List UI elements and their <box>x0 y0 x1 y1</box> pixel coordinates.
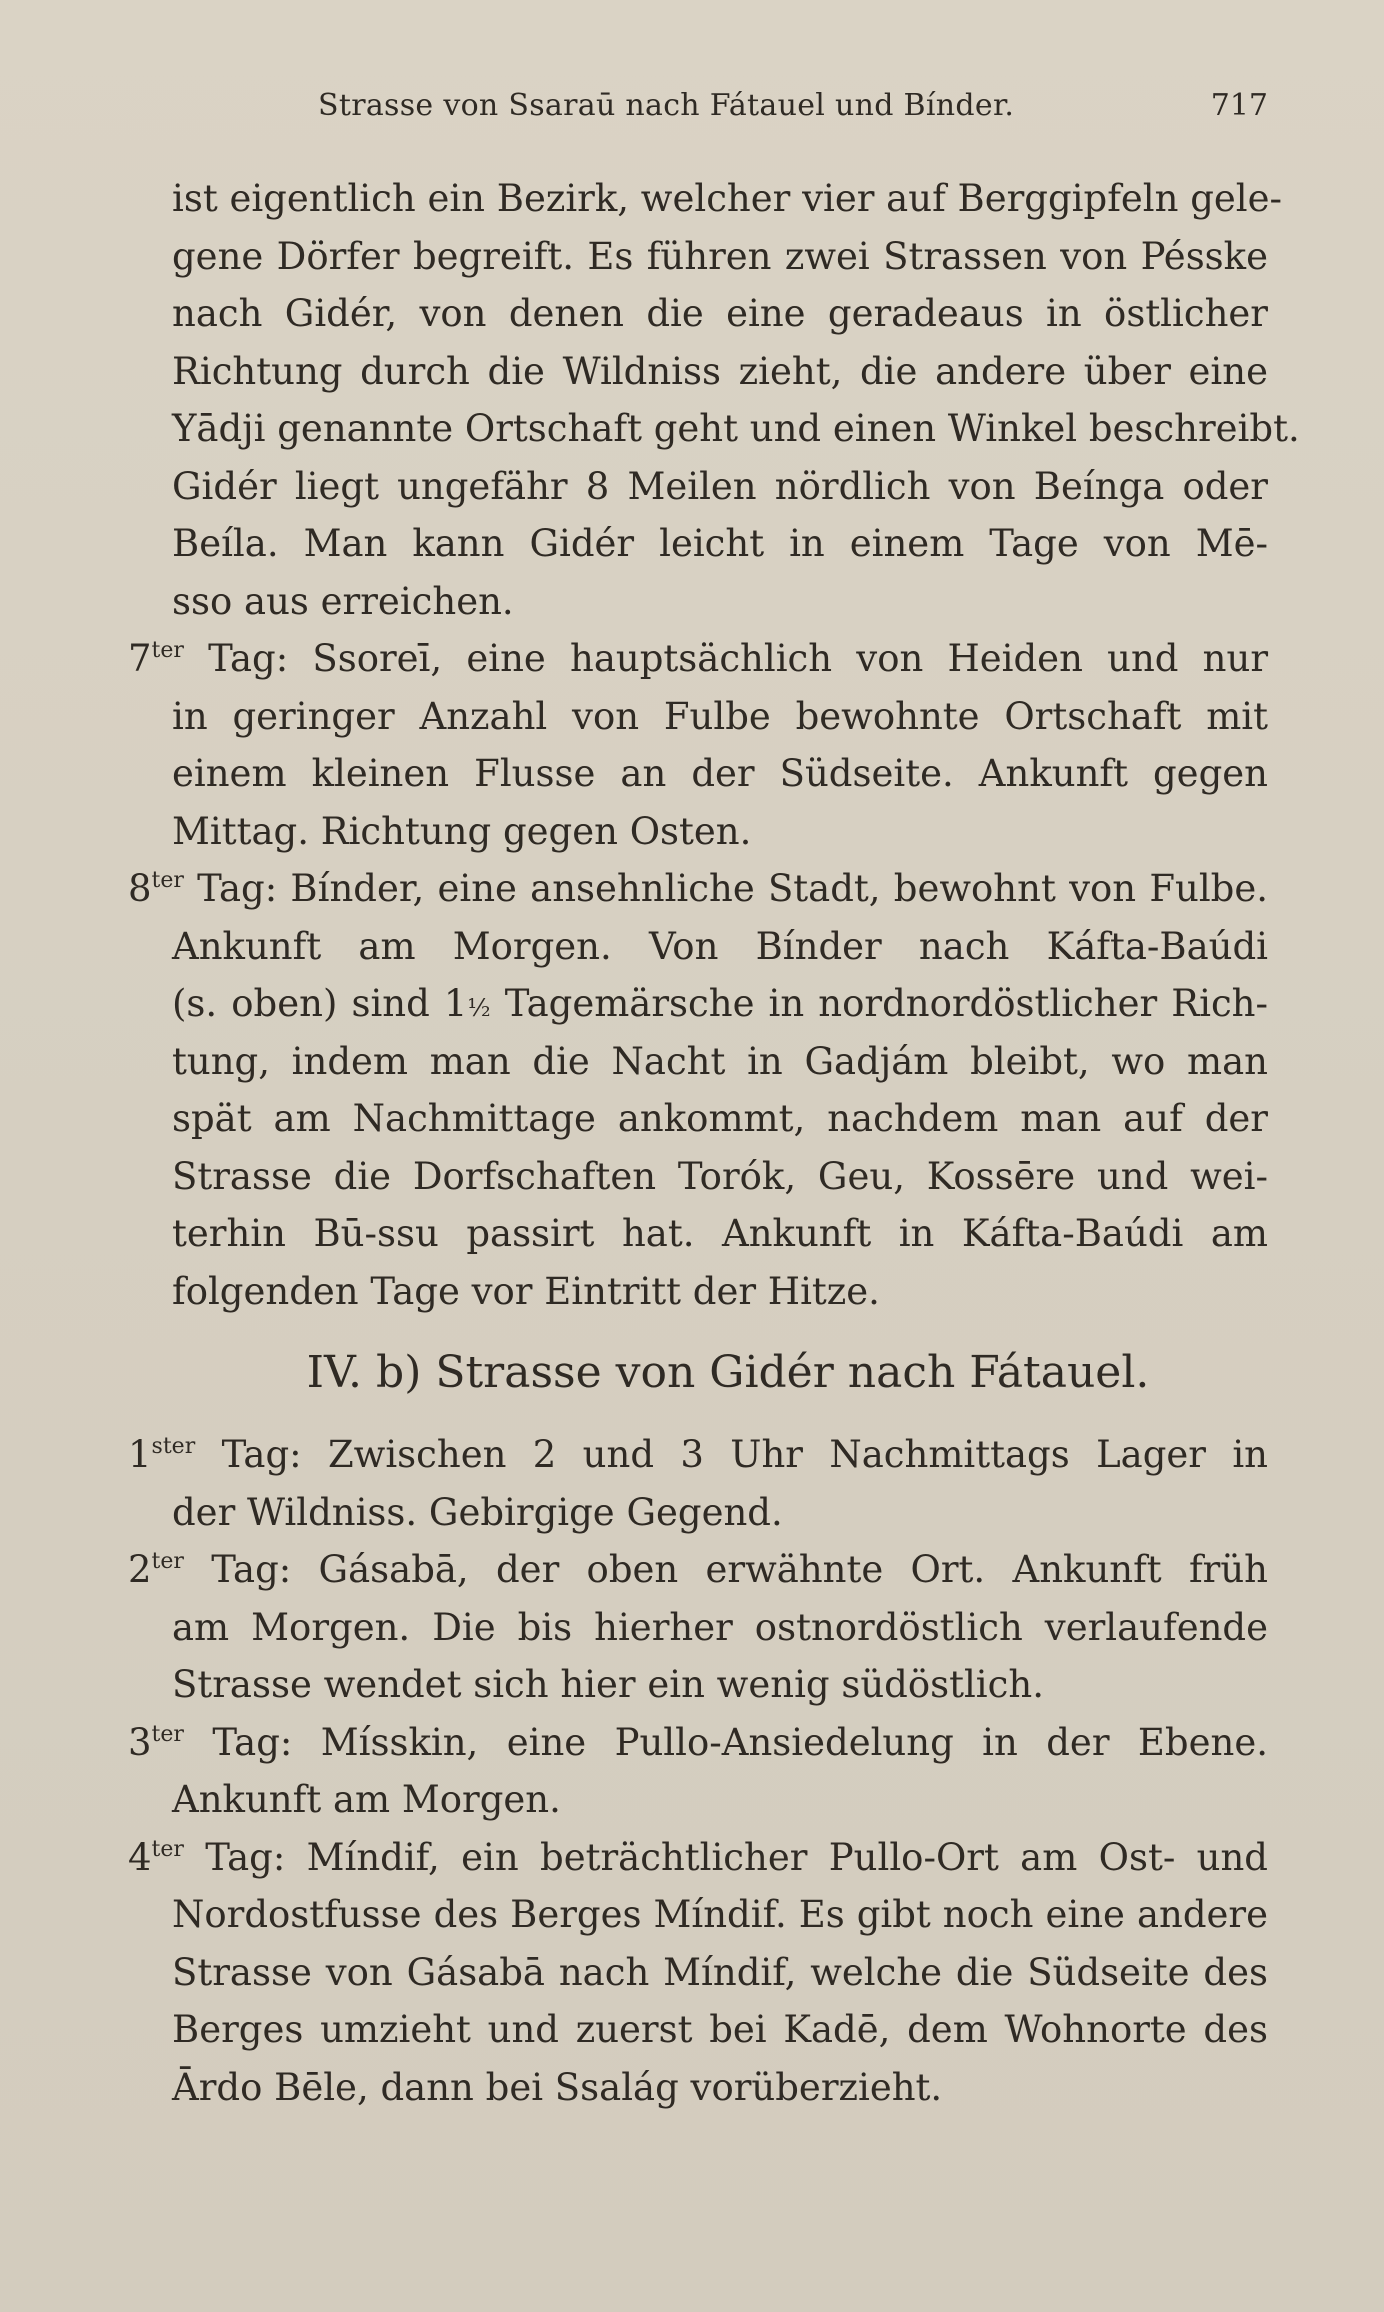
text-line: in geringer Anzahl von Fulbe bewohnte Ortschaft mit <box>172 694 1268 738</box>
text-line: Yādji genannte Ortschaft geht und einen Winkel beschreibt. <box>172 407 1300 450</box>
day-number: 8 <box>128 867 152 910</box>
text-line: $8^{ter}$ Tag: Bínder, eine ansehnliche Stadt, bewohnt von Fulbe. <box>128 867 1268 910</box>
text-line: gene Dörfer begreift. Es führen zwei Strassen von Pésske <box>172 234 1268 278</box>
ordinal-suffix: ster <box>151 1434 196 1459</box>
ordinal-suffix: ter <box>151 638 184 663</box>
ordinal-suffix: ter <box>151 1549 184 1574</box>
ordinal-suffix: ter <box>151 1836 184 1862</box>
text-line: Ankunft am Morgen. Von Bínder nach Káfta-Baúdi <box>172 924 1268 968</box>
running-title: Strasse von Ssaraū nach Fátauel und Bínder. <box>318 88 1015 123</box>
text-line: Nordostfusse des Berges Míndif. Es gibt noch eine andere <box>172 1893 1268 1936</box>
text-line: Strasse die Dorfschaften Torók, Geu, Kossēre und wei- <box>172 1154 1268 1198</box>
text-line: $7^{ter}$ Tag: Ssoreī, eine hauptsächlich von Heiden und nur <box>128 637 1268 680</box>
text-line: $1^{ster}$ Tag: Zwischen 2 und 3 Uhr Nachmittags Lager in <box>128 1433 1268 1476</box>
ordinal-suffix: ter <box>151 868 184 893</box>
text-line: am Morgen. Die bis hierher ostnordöstlich verlaufende <box>172 1605 1268 1649</box>
text-line: Berges umzieht und zuerst bei Kadē, dem Wohnorte des <box>172 2008 1268 2051</box>
text-line: (s. oben) sind 1½ Tagemärsche in nordnordöstlicher Rich- <box>172 982 1269 1025</box>
text-line: tung, indem man die Nacht in Gadjám bleibt, wo man <box>172 1039 1268 1083</box>
body-text <box>128 170 1300 2116</box>
text-line: Beíla. Man kann Gidér leicht in einem Tage von Mē- <box>172 522 1268 565</box>
text-line: Strasse wendet sich hier ein wenig südöstlich. <box>172 1663 1044 1706</box>
day-number: 3 <box>128 1720 152 1764</box>
text-line: Ārdo Bēle, dann bei Ssalág vorüberzieht. <box>172 2065 943 2109</box>
text-line: $2^{ter}$ Tag: Gásabā, der oben erwähnte Ort. Ankunft früh <box>128 1548 1268 1591</box>
text-line: ist eigentlich ein Bezirk, welcher vier auf Berggipfeln gele- <box>172 177 1283 220</box>
text-line: $3^{ter}$ Tag: Mísskin, eine Pullo-Ansiedelung in der Ebene. <box>128 1720 1268 1764</box>
text-line: Gidér liegt ungefähr 8 Meilen nördlich von Beínga oder <box>172 464 1268 508</box>
text-line: einem kleinen Flusse an der Südseite. Ankunft gegen <box>172 752 1268 795</box>
text-line: nach Gidér, von denen die eine geradeaus in östlicher <box>172 292 1268 335</box>
text-line: folgenden Tage vor Eintritt der Hitze. <box>172 1269 880 1313</box>
text-line: der Wildniss. Gebirgige Gegend. <box>172 1490 783 1534</box>
ordinal-suffix: ter <box>151 1721 184 1747</box>
text-line: spät am Nachmittage ankommt, nachdem man auf der <box>172 1097 1268 1140</box>
section-heading: IV. b) Strasse von Gidér nach Fátauel. <box>306 1347 1150 1398</box>
text-line: Strasse von Gásabā nach Míndif, welche die Südseite des <box>172 1950 1268 1994</box>
text-line: sso aus erreichen. <box>172 579 514 623</box>
day-number: 4 <box>128 1835 152 1879</box>
text-line: terhin Bū-ssu passirt hat. Ankunft in Káfta-Baúdi am <box>172 1212 1268 1255</box>
text-line: Richtung durch die Wildniss zieht, die andere über eine <box>172 349 1268 393</box>
fraction: ½ <box>467 994 491 1022</box>
page-header <box>318 88 1268 132</box>
text-line: Ankunft am Morgen. <box>172 1778 561 1821</box>
text-line: Mittag. Richtung gegen Osten. <box>172 809 752 853</box>
day-number: 1 <box>128 1433 152 1476</box>
day-number: 2 <box>128 1548 152 1591</box>
page-number: 717 <box>1210 88 1268 123</box>
text-line: $4^{ter}$ Tag: Míndif, ein beträchtlicher Pullo-Ort am Ost- und <box>128 1835 1268 1879</box>
day-number: 7 <box>128 637 152 680</box>
